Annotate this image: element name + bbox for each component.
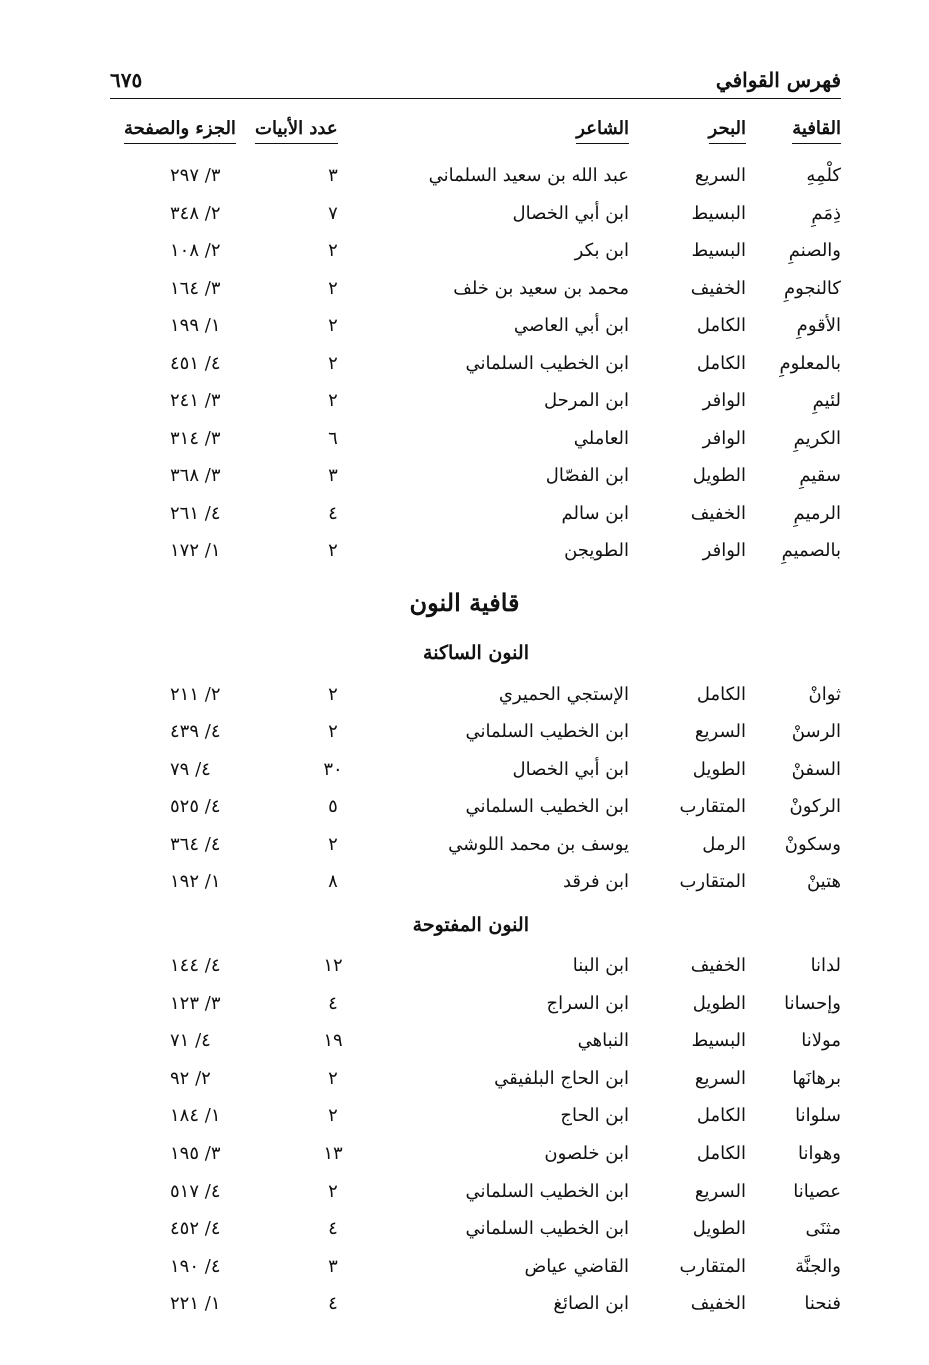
volume-page-cell: ١/ ١٩٩ [170,315,221,336]
volume-page-cell: ٣/ ٢٤١ [170,390,221,411]
volume-page-cell: ٣/ ١٢٣ [170,992,221,1014]
volume-page-cell: ٤/ ٧١ [170,1030,211,1052]
volume-page-cell: ٢/ ٣٤٨ [170,202,221,224]
poet-cell: العاملي [573,427,629,449]
volume-page-cell: ٢/ ٢١١ [170,684,221,705]
poet-cell: ابن الحاج [560,1105,629,1127]
verse-count-cell: ٥ [328,796,338,818]
subsection-title-maftuha: النون المفتوحة [412,914,529,936]
poet-cell: ابن الخطيب السلماني [465,721,629,743]
meter-cell: البسيط [691,202,746,224]
verse-count-cell: ٢ [328,1180,338,1202]
index-row [0,1030,929,1060]
rhyme-cell: وهوانا [798,1143,841,1164]
rhyme-cell: والصنمِ [788,240,841,261]
poet-cell: ابن الخطيب السلماني [465,1180,629,1202]
verse-count-cell: ٤ [328,1218,338,1240]
index-row [0,390,929,420]
index-row [0,1105,929,1135]
meter-cell: الخفيف [690,277,746,299]
column-header-verse-count: عدد الأبيات [255,118,338,144]
poet-cell: ابن خلصون [544,1143,629,1164]
meter-cell: المتقارب [679,1255,746,1277]
verse-count-cell: ٢ [328,684,338,705]
rhyme-cell: هتينْ [806,871,841,892]
volume-page-cell: ٤/ ٧٩ [170,758,211,780]
meter-cell: الرمل [702,833,746,855]
rhyme-cell: ذِمَمِ [811,202,841,224]
poet-cell: ابن الحاج البلفيقي [494,1067,629,1089]
rhyme-cell: برهانَها [792,1067,841,1089]
volume-page-cell: ٢/ ١٠٨ [170,240,221,261]
volume-page-cell: ٢/ ٩٢ [170,1067,211,1089]
verse-count-cell: ٢ [328,352,338,374]
poet-cell: ابن أبي الخصال [512,758,629,780]
meter-cell: السريع [694,1180,746,1202]
verse-count-cell: ٣٠ [323,758,343,780]
meter-cell: الطويل [692,1218,746,1240]
poet-cell: الطويجن [564,540,629,561]
rhyme-cell: مولانا [801,1030,841,1052]
verse-count-cell: ٢ [328,833,338,855]
rhyme-cell: السفنْ [791,758,841,780]
volume-page-cell: ٤/ ١٩٠ [170,1255,221,1277]
index-row [0,721,929,751]
volume-page-cell: ٣/ ٣١٤ [170,427,221,449]
verse-count-cell: ٢ [328,1067,338,1089]
index-row [0,278,929,308]
rhyme-cell: وسكونْ [784,833,841,855]
volume-page-cell: ٤/ ٤٣٩ [170,721,221,743]
rhyme-cell: الأقومِ [796,315,841,336]
rhyme-cell: وإحسانا [784,992,841,1014]
poet-cell: ابن الصائغ [553,1293,629,1315]
index-row [0,315,929,345]
meter-cell: الطويل [692,758,746,780]
poet-cell: ابن الفصّال [545,465,629,486]
volume-page-cell: ٣/ ١٦٤ [170,277,221,299]
meter-cell: البسيط [691,240,746,261]
rhyme-cell: الركونْ [789,796,841,818]
index-row [0,503,929,533]
poet-cell: ابن فرقد [562,871,629,892]
section-title: قافية النون [409,588,520,617]
index-row [0,1181,929,1211]
meter-cell: المتقارب [679,796,746,818]
column-header-volume-page: الجزء والصفحة [124,118,236,144]
poet-cell: محمد بن سعيد بن خلف [453,277,629,299]
meter-cell: الكامل [696,352,746,374]
poet-cell: يوسف بن محمد اللوشي [448,833,629,855]
rhyme-cell: كالنجومِ [783,277,841,299]
rhyme-cell: عصيانا [793,1180,841,1202]
column-header-meter: البحر [709,118,746,144]
verse-count-cell: ٣ [328,1255,338,1277]
rhyme-cell: بالصميمِ [781,540,841,561]
poet-cell: ابن سالم [561,502,629,524]
subsection-title-sakina: النون الساكنة [423,642,529,664]
poet-cell: القاضي عياض [524,1255,629,1277]
volume-page-cell: ١/ ١٨٤ [170,1105,221,1127]
meter-cell: السريع [694,721,746,743]
meter-cell: الوافر [702,540,746,561]
index-row [0,1218,929,1248]
index-row [0,540,929,570]
rhyme-cell: والجنَّة [795,1255,841,1277]
verse-count-cell: ١٩ [323,1030,343,1052]
running-title: فهرس القوافي [715,68,841,92]
poet-cell: ابن الخطيب السلماني [465,1218,629,1240]
meter-cell: البسيط [691,1030,746,1052]
index-row [0,759,929,789]
meter-cell: السريع [694,1067,746,1089]
rhyme-cell: سقيمِ [799,465,841,486]
rhyme-cell: لدانا [810,955,841,976]
rhyme-cell: لئيمِ [812,390,841,411]
verse-count-cell: ٢ [328,390,338,411]
poet-cell: ابن السراج [546,992,629,1014]
verse-count-cell: ٢ [328,721,338,743]
verse-count-cell: ٨ [328,871,338,892]
poet-cell: ابن أبي الخصال [512,202,629,224]
meter-cell: الكامل [696,315,746,336]
verse-count-cell: ٣ [328,165,338,186]
index-row [0,203,929,233]
verse-count-cell: ٤ [328,502,338,524]
meter-cell: الطويل [692,992,746,1014]
index-row [0,1143,929,1173]
verse-count-cell: ٢ [328,277,338,299]
index-row [0,428,929,458]
verse-count-cell: ٢ [328,1105,338,1127]
poet-cell: ابن أبي العاصي [513,315,629,336]
rhyme-cell: الكريمِ [793,427,841,449]
index-row [0,465,929,495]
verse-count-cell: ٧ [328,202,338,224]
index-row [0,1068,929,1098]
meter-cell: الكامل [696,1105,746,1127]
page-header [110,62,841,99]
meter-cell: الكامل [696,684,746,705]
verse-count-cell: ٢ [328,240,338,261]
volume-page-cell: ٤/ ٥٢٥ [170,796,221,818]
column-header-rhyme: القافية [792,118,841,144]
index-row [0,871,929,901]
verse-count-cell: ١٣ [323,1143,343,1164]
verse-count-cell: ٤ [328,1293,338,1315]
meter-cell: الوافر [702,390,746,411]
poet-cell: عبد الله بن سعيد السلماني [428,165,629,186]
index-row [0,353,929,383]
page-number: ٦٧٥ [110,68,143,92]
index-row [0,1293,929,1323]
verse-count-cell: ٦ [328,427,338,449]
meter-cell: الخفيف [690,502,746,524]
meter-cell: الطويل [692,465,746,486]
meter-cell: الكامل [696,1143,746,1164]
volume-page-cell: ٣/ ٣٦٨ [170,465,221,486]
rhyme-cell: بالمعلومِ [779,352,841,374]
index-row [0,993,929,1023]
index-row [0,834,929,864]
rhyme-cell: فنحنا [804,1293,841,1315]
volume-page-cell: ٤/ ١٤٤ [170,955,221,976]
index-row [0,684,929,714]
column-header-poet: الشاعر [576,118,629,144]
meter-cell: المتقارب [679,871,746,892]
poet-cell: ابن المرحل [543,390,629,411]
meter-cell: الوافر [702,427,746,449]
volume-page-cell: ٣/ ٢٩٧ [170,165,221,186]
poet-cell: الإستجي الحميري [498,684,629,705]
volume-page-cell: ١/ ١٩٢ [170,871,221,892]
meter-cell: الخفيف [690,955,746,976]
verse-count-cell: ٤ [328,992,338,1014]
rhyme-cell: سلوانا [795,1105,841,1127]
verse-count-cell: ٢ [328,315,338,336]
index-row [0,165,929,195]
volume-page-cell: ١/ ٢٢١ [170,1293,221,1315]
volume-page-cell: ٤/ ٢٦١ [170,502,221,524]
poet-cell: النباهي [577,1030,629,1052]
verse-count-cell: ٣ [328,465,338,486]
volume-page-cell: ٤/ ٤٥١ [170,352,221,374]
index-row [0,955,929,985]
verse-count-cell: ١٢ [323,955,343,976]
poet-cell: ابن البنا [572,955,629,976]
meter-cell: السريع [694,165,746,186]
rhyme-cell: مثنَى [805,1218,841,1240]
verse-count-cell: ٢ [328,540,338,561]
rhyme-cell: الرميمِ [793,502,841,524]
rhyme-cell: ثوانْ [808,684,841,705]
volume-page-cell: ١/ ١٧٢ [170,540,221,561]
index-row [0,1256,929,1286]
index-row [0,240,929,270]
poet-cell: ابن الخطيب السلماني [465,352,629,374]
poet-cell: ابن بكر [574,240,629,261]
volume-page-cell: ٣/ ١٩٥ [170,1143,221,1164]
rhyme-cell: الرسنْ [791,721,841,743]
index-row [0,796,929,826]
volume-page-cell: ٤/ ٤٥٢ [170,1218,221,1240]
rhyme-cell: كلْمِهِ [806,165,841,186]
volume-page-cell: ٤/ ٥١٧ [170,1180,221,1202]
meter-cell: الخفيف [690,1293,746,1315]
volume-page-cell: ٤/ ٣٦٤ [170,833,221,855]
poet-cell: ابن الخطيب السلماني [465,796,629,818]
